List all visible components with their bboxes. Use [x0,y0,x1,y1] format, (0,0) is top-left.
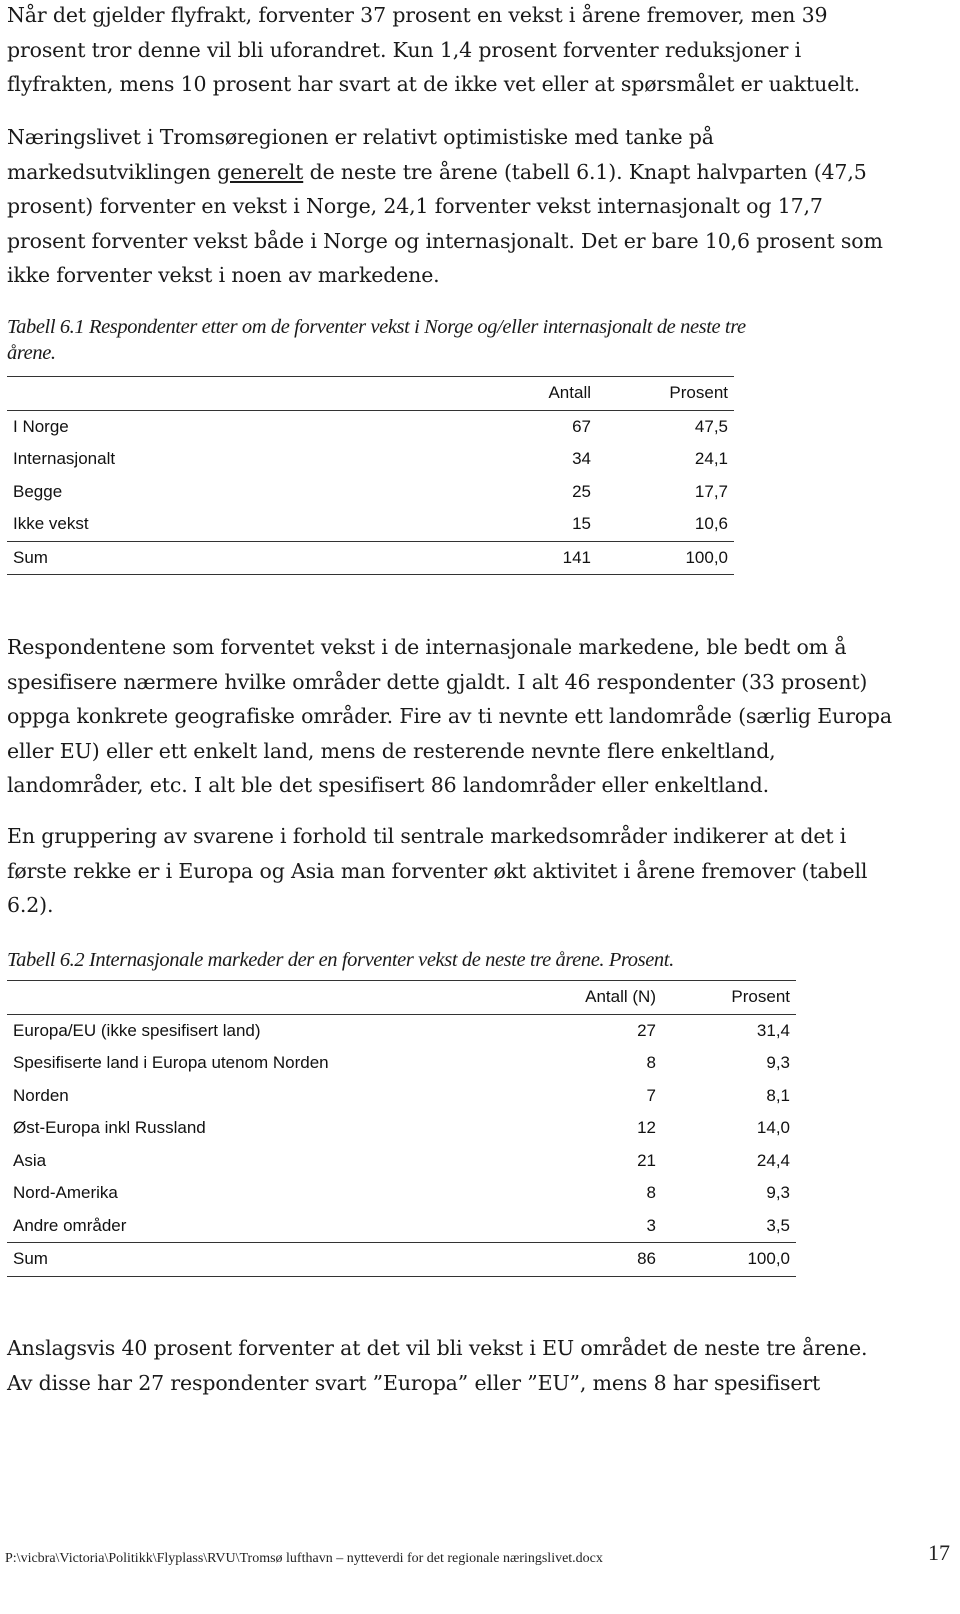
text-span: de neste tre årene (tabell 6.1). Knapt halvparten (47,5 [303,159,867,184]
row-label: Spesifiserte land i Europa utenom Norden [13,1053,329,1073]
text-line: En gruppering av svarene i forhold til sentrale markedsområder indikerer at det i [7,824,847,848]
text-line: prosent forventer vekst både i Norge og internasjonalt. Det er bare 10,6 prosent som [7,228,883,253]
cell-antall: 27 [637,1020,656,1040]
cell-prosent: 17,7 [694,481,728,501]
cell-antall: 15 [572,514,591,534]
header-blank [7,981,482,1015]
table-row [7,1014,796,1047]
cell-antall: 25 [572,481,591,501]
table-row [7,443,734,476]
cell-prosent: 100,0 [662,1243,796,1277]
text-line: ikke forventer vekst i noen av markedene. [7,263,440,287]
text-line: første rekke er i Europa og Asia man forventer økt aktivitet i årene fremover (tabell [7,858,868,883]
row-label: Andre områder [13,1215,127,1235]
cell-antall: 141 [487,541,597,575]
table-row [7,1145,796,1178]
cell-antall: 8 [646,1053,656,1073]
column-header-prosent: Prosent [662,981,796,1015]
table-header-row [7,981,796,1015]
cell-antall: 34 [572,449,591,469]
page-number: 17 [928,1540,950,1565]
cell-prosent: 24,4 [756,1150,790,1170]
table-row [7,1080,796,1113]
cell-antall: 7 [646,1085,656,1105]
cell-prosent: 8,1 [766,1085,790,1105]
row-label: Norden [13,1085,69,1105]
caption-line: årene. [7,342,56,364]
table-row [7,1047,796,1080]
row-label: Europa/EU (ikke spesifisert land) [13,1020,261,1040]
table-row [7,1210,796,1243]
market-outlook-paragraph [7,120,883,293]
text-line: Næringslivet i Tromsøregionen er relativt optimistiske med tanke på [7,125,714,149]
cell-prosent: 47,5 [694,416,728,436]
cell-prosent: 14,0 [756,1118,790,1138]
column-header-antall: Antall (N) [482,981,662,1015]
cell-antall: 3 [646,1215,656,1235]
caption-line: Tabell 6.1 Respondenter etter om de forventer vekst i Norge og/eller internasjonalt de neste tre [7,316,746,338]
cell-antall: 67 [572,416,591,436]
cell-antall: 8 [646,1183,656,1203]
header-blank [7,377,487,411]
table-row [7,410,734,443]
table-row [7,508,734,541]
file-path: P:\vicbra\Victoria\Politikk\Flyplass\RVU\Tromsø lufthavn – nytteverdi for det regionale næringslivet.docx [5,1551,603,1566]
row-label: Ikke vekst [13,514,89,534]
text-line: 6.2). [7,893,54,917]
row-label: Asia [13,1150,47,1170]
row-label: Sum [7,1243,482,1277]
table-header-row [7,377,734,411]
table-6-2 [7,980,796,1277]
eu-paragraph [7,1331,867,1400]
cell-prosent: 9,3 [766,1183,790,1203]
table-6-1 [7,376,734,575]
table-sum-row [7,1243,796,1277]
text-line: eller EU) eller ett enkelt land, mens de resterende nevnte flere enkeltland, [7,738,776,763]
column-header-prosent: Prosent [597,377,734,411]
text-line: prosent) forventer en vekst i Norge, 24,1 forventer vekst internasjonalt og 17,7 [7,194,823,218]
row-label: I Norge [13,416,69,436]
text-line: flyfrakten, mens 10 prosent har svart at de ikke vet eller at spørsmålet er uaktuelt. [7,72,861,96]
row-label: Nord-Amerika [13,1183,118,1203]
intro-paragraph [7,0,860,102]
cell-prosent: 9,3 [766,1053,790,1073]
row-label: Sum [7,541,487,575]
text-line: Anslagsvis 40 prosent forventer at det vil bli vekst i EU området de neste tre årene. [7,1336,868,1360]
table-row [7,1112,796,1145]
table-6-2-caption [7,945,674,975]
text-line: spesifisere nærmere hvilke områder dette gjaldt. I alt 46 respondenter (33 prosent) [7,669,868,694]
text-span: markedsutviklingen [7,159,218,184]
cell-prosent: 31,4 [756,1020,790,1040]
international-markets-paragraph [7,630,892,803]
cell-prosent: 10,6 [694,514,728,534]
table-6-1-caption [7,312,746,368]
row-label: Øst-Europa inkl Russland [13,1118,206,1138]
text-line: Respondentene som forventet vekst i de internasjonale markedene, ble bedt om å [7,635,847,659]
cell-prosent: 100,0 [597,541,734,575]
row-label: Begge [13,481,63,501]
text-line: Når det gjelder flyfrakt, forventer 37 prosent en vekst i årene fremover, men 39 [7,3,828,27]
cell-prosent: 3,5 [766,1215,790,1235]
underlined-word: generelt [217,159,304,184]
text-line: oppga konkrete geografiske områder. Fire av ti nevnte ett landområde (særlig Europa [7,704,892,728]
grouping-paragraph [7,819,867,923]
text-line: Av disse har 27 respondenter svart ”Europa” eller ”EU”, mens 8 har spesifisert [7,1370,821,1395]
text-line: landområder, etc. I alt ble det spesifisert 86 landområder eller enkeltland. [7,773,769,797]
cell-antall: 86 [482,1243,662,1277]
caption-line: Tabell 6.2 Internasjonale markeder der en forventer vekst de neste tre årene. Prosent. [7,949,674,971]
cell-antall: 21 [637,1150,656,1170]
table-row [7,1177,796,1210]
cell-prosent: 24,1 [694,449,728,469]
cell-antall: 12 [637,1118,656,1138]
column-header-antall: Antall [487,377,597,411]
text-line: prosent tror denne vil bli uforandret. Kun 1,4 prosent forventer reduksjoner i [7,37,802,62]
table-sum-row [7,541,734,575]
row-label: Internasjonalt [13,449,116,469]
text-line [7,155,883,190]
table-row [7,476,734,509]
